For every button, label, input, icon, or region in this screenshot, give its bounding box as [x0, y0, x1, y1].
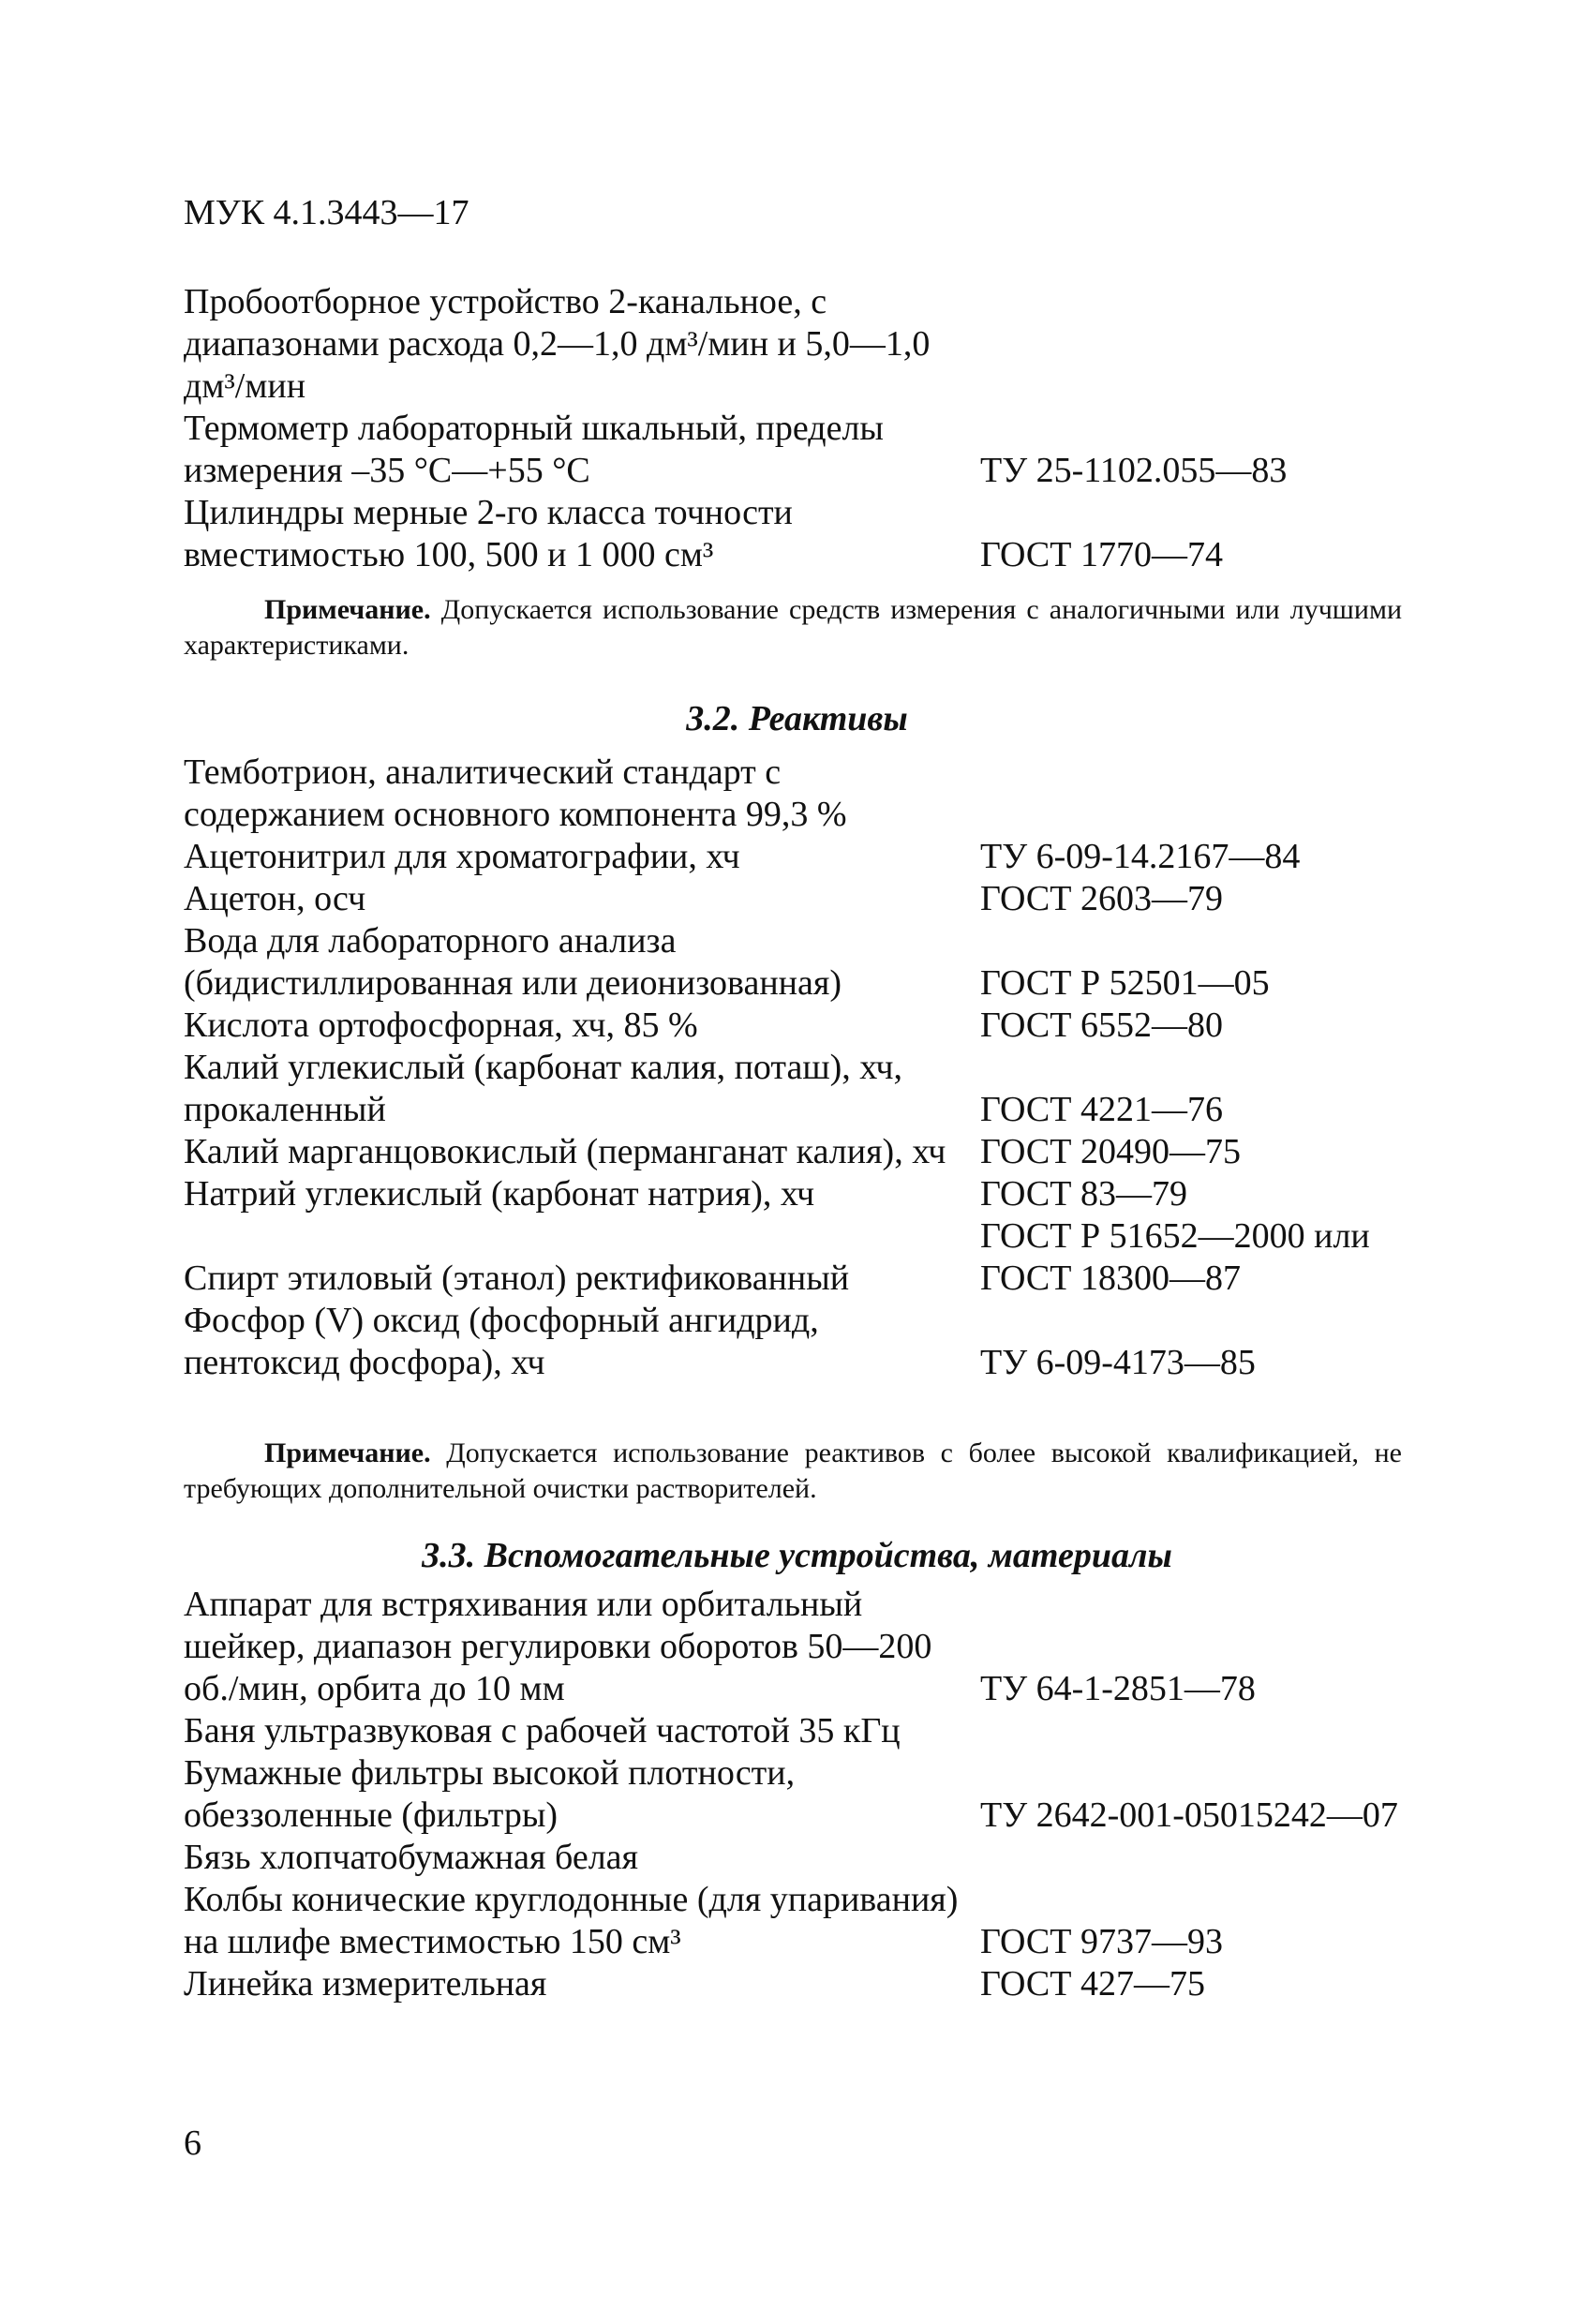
list-item: [184, 1879, 1449, 1963]
equipment-list: [184, 281, 1449, 576]
standard-line: ТУ 2642-001-05015242—07: [980, 1795, 1398, 1835]
item-name: Темботрион, аналитический стандарт с содержанием основного компонента 99,3 %: [184, 752, 847, 834]
list-item: [184, 878, 1449, 920]
item-standard: [980, 1089, 1449, 1131]
list-item: [184, 1131, 1449, 1173]
note-text: Допускается использование реактивов с более высокой квалификацией, не требующих дополнительной очистки растворителей.: [184, 1438, 1402, 1504]
standard-line: ГОСТ 9737—93: [980, 1922, 1223, 1961]
standard-line: ГОСТ 1770—74: [980, 535, 1223, 574]
item-name: Ацетон, осч: [184, 879, 366, 918]
item-name: Линейка измерительная: [184, 1964, 547, 2004]
page-number: 6: [184, 2123, 201, 2163]
item-name: Калий марганцовокислый (перманганат калия), хч: [184, 1132, 946, 1171]
list-item: [184, 281, 1449, 408]
item-name: Пробоотборное устройство 2-канальное, с диапазонами расхода 0,2—1,0 дм³/мин и 5,0—1,0 дм³/мин: [184, 282, 931, 406]
standard-line: ГОСТ Р 51652—2000 или: [980, 1216, 1370, 1256]
note-text: Допускается использование средств измерения с аналогичными или лучшими характеристиками.: [184, 594, 1402, 661]
standard-line: ГОСТ 2603—79: [980, 879, 1223, 918]
standard-line: ТУ 6-09-14.2167—84: [980, 837, 1301, 876]
item-name: Термометр лабораторный шкальный, пределы измерения –35 °С—+55 °С: [184, 409, 884, 490]
list-item: [184, 408, 1449, 492]
item-name: Колбы конические круглодонные (для упаривания) на шлифе вместимостью 150 см³: [184, 1880, 959, 1961]
list-item: [184, 1752, 1449, 1837]
reagents-list: [184, 752, 1449, 1384]
standard-line: ТУ 25-1102.055—83: [980, 451, 1288, 490]
item-standard: [980, 1131, 1449, 1173]
note-reagents: [184, 1436, 1402, 1507]
list-item: [184, 1963, 1449, 2005]
list-item: [184, 1710, 1449, 1752]
item-standard: [980, 1005, 1449, 1047]
standard-line: ГОСТ Р 52501—05: [980, 963, 1270, 1003]
list-item: [184, 1173, 1449, 1215]
item-name: Спирт этиловый (этанол) ректификованный: [184, 1259, 850, 1298]
section-title-auxiliary: 3.3. Вспомогательные устройства, материалы: [422, 1536, 1172, 1575]
item-name: Цилиндры мерные 2-го класса точности вместимостью 100, 500 и 1 000 см³: [184, 493, 793, 574]
auxiliary-list: [184, 1584, 1449, 2005]
item-name: Кислота ортофосфорная, хч, 85 %: [184, 1006, 698, 1045]
list-item: [184, 1300, 1449, 1384]
item-standard: [980, 1668, 1449, 1710]
list-item: [184, 1005, 1449, 1047]
item-standard: [980, 878, 1449, 920]
item-name: Бязь хлопчатобумажная белая: [184, 1838, 639, 1877]
list-item: [184, 1047, 1449, 1131]
item-name: Аппарат для встряхивания или орбитальный шейкер, диапазон регулировки оборотов 50—200 об./мин, орбита до 10 мм: [184, 1585, 932, 1708]
item-standard: [980, 1342, 1449, 1384]
standard-line: ГОСТ 18300—87: [980, 1259, 1241, 1298]
document-header: МУК 4.1.3443—17: [184, 193, 469, 232]
list-item: [184, 752, 1449, 836]
item-standard: [980, 1215, 1449, 1300]
standard-line: ТУ 64-1-2851—78: [980, 1669, 1256, 1708]
item-name: Натрий углекислый (карбонат натрия), хч: [184, 1174, 815, 1214]
item-name: Баня ультразвуковая с рабочей частотой 35 кГц: [184, 1711, 901, 1750]
list-item: [184, 920, 1449, 1005]
note-equipment: [184, 592, 1402, 663]
list-item: [184, 1837, 1449, 1879]
item-name: Фосфор (V) оксид (фосфорный ангидрид, пентоксид фосфора), хч: [184, 1301, 819, 1382]
standard-line: ГОСТ 427—75: [980, 1964, 1205, 2004]
item-standard: [980, 1795, 1449, 1837]
item-standard: [980, 534, 1449, 576]
standard-line: ГОСТ 6552—80: [980, 1006, 1223, 1045]
standard-line: ГОСТ 20490—75: [980, 1132, 1241, 1171]
item-name: Ацетонитрил для хроматографии, хч: [184, 837, 740, 876]
note-label: Примечание.: [264, 1438, 431, 1468]
list-item: [184, 1584, 1449, 1710]
item-name: Бумажные фильтры высокой плотности, обеззоленные (фильтры): [184, 1753, 796, 1835]
list-item: [184, 836, 1449, 878]
list-item: [184, 1215, 1449, 1300]
standard-line: ТУ 6-09-4173—85: [980, 1343, 1256, 1382]
item-standard: [980, 1921, 1449, 1963]
note-label: Примечание.: [264, 594, 431, 625]
standard-line: ГОСТ 83—79: [980, 1174, 1187, 1214]
section-title-reagents: 3.2. Реактивы: [686, 699, 908, 738]
item-standard: [980, 962, 1449, 1005]
item-name: Вода для лабораторного анализа (бидистиллированная или деионизованная): [184, 921, 842, 1003]
list-item: [184, 492, 1449, 576]
item-standard: [980, 836, 1449, 878]
item-standard: [980, 1173, 1449, 1215]
standard-line: ГОСТ 4221—76: [980, 1090, 1223, 1129]
item-name: Калий углекислый (карбонат калия, поташ), хч, прокаленный: [184, 1048, 902, 1129]
item-standard: [980, 1963, 1449, 2005]
item-standard: [980, 450, 1449, 492]
